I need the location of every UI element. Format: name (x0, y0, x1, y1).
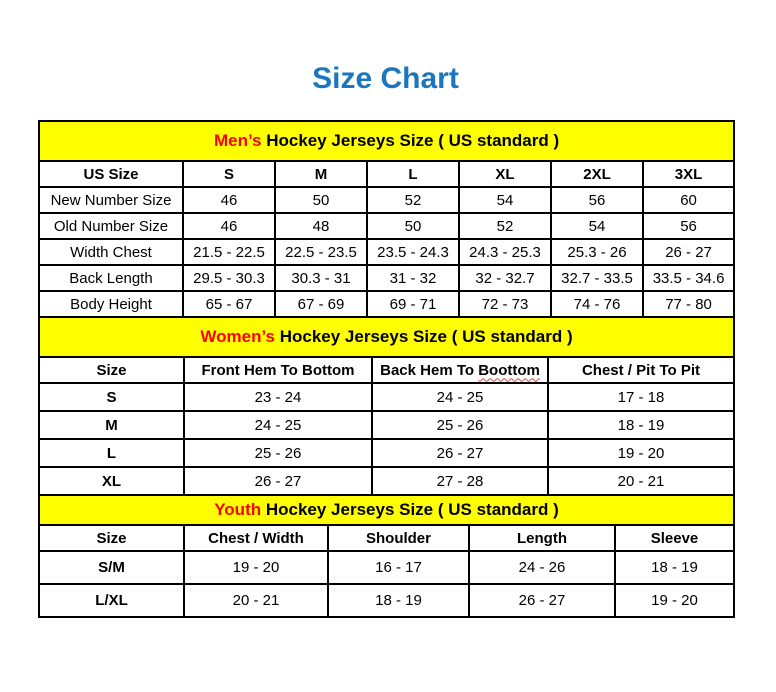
size-value-cell: 67 - 69 (275, 291, 367, 317)
size-value-cell: 32.7 - 33.5 (551, 265, 643, 291)
row-label: Back Length (39, 265, 183, 291)
table-row (39, 439, 734, 467)
table-row (39, 213, 734, 239)
size-value-cell: 20 - 21 (184, 584, 328, 617)
table-row (39, 411, 734, 439)
back-hem-misspelled-word: Boottom (478, 361, 540, 379)
womens-column-header-row (39, 357, 734, 383)
youth-section-header-highlight: Youth (214, 500, 262, 519)
size-value-cell: 19 - 20 (548, 439, 734, 467)
column-header: S (183, 161, 275, 187)
mens-column-header-row (39, 161, 734, 187)
row-label: S/M (39, 551, 184, 584)
table-row (39, 383, 734, 411)
table-row (39, 187, 734, 213)
size-value-cell: 74 - 76 (551, 291, 643, 317)
size-value-cell: 26 - 27 (643, 239, 734, 265)
womens-section-header-highlight: Women’s (200, 327, 275, 346)
size-value-cell: 48 (275, 213, 367, 239)
column-header: Size (39, 357, 184, 383)
youth-section-header-row (39, 495, 734, 525)
row-label: New Number Size (39, 187, 183, 213)
size-value-cell: 18 - 19 (615, 551, 734, 584)
size-value-cell: 56 (551, 187, 643, 213)
column-header: Chest / Pit To Pit (548, 357, 734, 383)
size-value-cell: 54 (459, 187, 551, 213)
column-header: L (367, 161, 459, 187)
womens-section-header-row (39, 317, 734, 357)
size-value-cell: 18 - 19 (328, 584, 469, 617)
youth-column-header-row (39, 525, 734, 551)
size-value-cell: 26 - 27 (469, 584, 615, 617)
size-value-cell: 18 - 19 (548, 411, 734, 439)
column-header: Size (39, 525, 184, 551)
size-value-cell: 33.5 - 34.6 (643, 265, 734, 291)
womens-section-header (39, 317, 734, 357)
column-header: XL (459, 161, 551, 187)
column-header: Sleeve (615, 525, 734, 551)
size-value-cell: 27 - 28 (372, 467, 548, 495)
size-value-cell: 20 - 21 (548, 467, 734, 495)
row-label: L/XL (39, 584, 184, 617)
column-header: US Size (39, 161, 183, 187)
size-value-cell: 29.5 - 30.3 (183, 265, 275, 291)
youth-section-header-rest: Hockey Jerseys Size ( US standard ) (261, 500, 559, 519)
column-header: 2XL (551, 161, 643, 187)
mens-section-header (39, 121, 734, 161)
youth-size-table (38, 494, 735, 618)
mens-section-header-rest: Hockey Jerseys Size ( US standard ) (261, 131, 560, 150)
page-title: Size Chart (312, 62, 459, 95)
row-label: XL (39, 467, 184, 495)
row-label: M (39, 411, 184, 439)
mens-section-header-row (39, 121, 734, 161)
row-label: Old Number Size (39, 213, 183, 239)
row-label: L (39, 439, 184, 467)
size-value-cell: 24 - 25 (184, 411, 372, 439)
size-value-cell: 25 - 26 (372, 411, 548, 439)
womens-size-table (38, 316, 735, 496)
size-value-cell: 26 - 27 (372, 439, 548, 467)
size-value-cell: 46 (183, 213, 275, 239)
table-row (39, 291, 734, 317)
size-value-cell: 24 - 25 (372, 383, 548, 411)
table-row (39, 265, 734, 291)
size-value-cell: 32 - 32.7 (459, 265, 551, 291)
size-value-cell: 65 - 67 (183, 291, 275, 317)
table-row (39, 551, 734, 584)
size-value-cell: 50 (367, 213, 459, 239)
size-value-cell: 24.3 - 25.3 (459, 239, 551, 265)
size-value-cell: 60 (643, 187, 734, 213)
size-value-cell: 24 - 26 (469, 551, 615, 584)
back-hem-prefix: Back Hem To (380, 361, 479, 379)
column-header-with-spellcheck (372, 357, 548, 383)
size-value-cell: 22.5 - 23.5 (275, 239, 367, 265)
size-value-cell: 19 - 20 (184, 551, 328, 584)
size-value-cell: 69 - 71 (367, 291, 459, 317)
row-label: S (39, 383, 184, 411)
size-value-cell: 19 - 20 (615, 584, 734, 617)
size-value-cell: 54 (551, 213, 643, 239)
size-value-cell: 72 - 73 (459, 291, 551, 317)
size-value-cell: 56 (643, 213, 734, 239)
table-row (39, 239, 734, 265)
row-label: Width Chest (39, 239, 183, 265)
size-value-cell: 31 - 32 (367, 265, 459, 291)
mens-size-table (38, 120, 735, 318)
youth-section-header (39, 495, 734, 525)
size-value-cell: 52 (367, 187, 459, 213)
size-value-cell: 16 - 17 (328, 551, 469, 584)
size-value-cell: 23 - 24 (184, 383, 372, 411)
column-header: 3XL (643, 161, 734, 187)
size-value-cell: 26 - 27 (184, 467, 372, 495)
size-value-cell: 46 (183, 187, 275, 213)
row-label: Body Height (39, 291, 183, 317)
table-row (39, 584, 734, 617)
mens-section-header-highlight: Men’s (213, 131, 262, 150)
column-header: Length (469, 525, 615, 551)
size-value-cell: 23.5 - 24.3 (367, 239, 459, 265)
table-row (39, 467, 734, 495)
size-value-cell: 30.3 - 31 (275, 265, 367, 291)
size-value-cell: 17 - 18 (548, 383, 734, 411)
size-value-cell: 77 - 80 (643, 291, 734, 317)
column-header: Chest / Width (184, 525, 328, 551)
column-header: Front Hem To Bottom (184, 357, 372, 383)
size-value-cell: 25.3 - 26 (551, 239, 643, 265)
size-value-cell: 21.5 - 22.5 (183, 239, 275, 265)
womens-section-header-rest: Hockey Jerseys Size ( US standard ) (275, 327, 573, 346)
size-value-cell: 50 (275, 187, 367, 213)
column-header: Shoulder (328, 525, 469, 551)
size-value-cell: 25 - 26 (184, 439, 372, 467)
column-header: M (275, 161, 367, 187)
size-value-cell: 52 (459, 213, 551, 239)
size-chart-tables (38, 120, 733, 618)
